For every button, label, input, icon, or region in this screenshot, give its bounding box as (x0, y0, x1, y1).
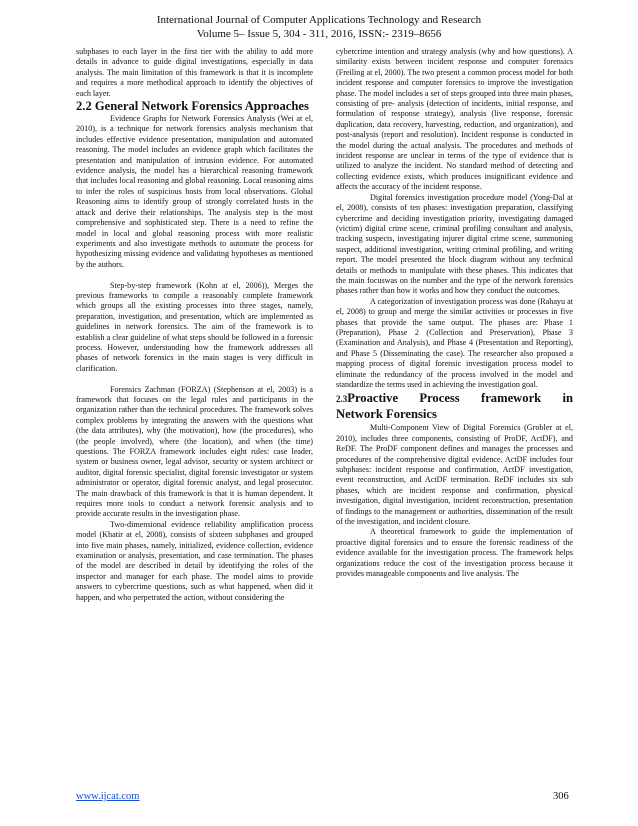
left-column (76, 47, 313, 603)
heading-word: in (562, 391, 573, 406)
paragraph: subphases to each layer in the first tier with the ability to add more details in advance to guide digital investigations, especially in data analysis. The main limitation of this framework is that it is incomplete and requires a more methodical approach to identify the objectives of each layer. (76, 47, 313, 98)
paragraph: A theoretical framework to guide the implementation of proactive digital forensics and to ensure the forensic readiness of the evidence available for the investigation process. The framework helps organizations reduce the cost of the investigation process because it provides manageable components and live analysis. The (336, 527, 573, 579)
journal-url-link[interactable]: www.ijcat.com (76, 791, 140, 802)
paragraph: A categorization of investigation process was done (Rahayu at el, 2008) to group and merge the similar activities or processes in five phases that provide the same output. The phases are: Phase 1 (Preparation), Phase 2 (Collection and Preservation), Phase 3 (Examination and Analysis), and Phase 4 (Presentation and Reporting), and Phase 5 (Disseminating the case). The researcher also proposed a mapping process of digital forensic investigation process model to eliminate the redundancy of the process involved in the model and standardize the terms used in achieving the investigation goal. (336, 296, 573, 389)
paragraph: Forensics Zachman (FORZA) (Stephenson at el, 2003) is a framework that focuses on the legal rules and participants in the organization rather than the technical procedures. The framework solves complex problems by integrating the answers with the questions what (the data attributes), why (the motivation), how (the procedures), who (the people involved), where (the location), and when (the time) questions. The FORZA framework includes eight rules: case leader, system or business owner, legal advisor, security or system architect or auditor, digital forensic specialist, digital forensic investigator or system administrator or operator, digital forensic analyst, and legal prosecutor. The main drawback of this framework is that it is human dependent. It requires more tools to conduct a network forensic analysis and to provide accurate results in the investigation phase. (76, 384, 313, 519)
paragraph: Multi-Component View of Digital Forensics (Grobler at el, 2010), includes three components, consisting of ProDF, ActDF), and ReDF. The ProDF component defines and manages the processes and procedures of the comprehensive digital evidence. ActDF includes four subphases: incident response and confirmation, ActDF investigation, event reconstruction, and ActDF termination. ReDF includes six sub phases, which are incident response and confirmation, physical investigation, digital investigation, incident reconstruction, presentation of findings to the management or authorities, dissemination of the result of the investigation, and incident closure. (336, 423, 573, 527)
paragraph: Evidence Graphs for Network Forensics Analysis (Wei at el, 2010), is a technique for network forensics analysis mechanism that includes effective evidence presentation, manipulation and automated reasoning. The model includes an evidence graph which facilitates the presentation and manipulation of intrusion evidence. For automated evidence analysis, the model has a hierarchical reasoning framework that includes local reasoning and global reasoning. Local reasoning aims to infer the roles of suspicious hosts from local observations. Global Reasoning aims to identify group of strongly correlated hosts in the attack and derive their relationships. The analysis step is the most comprehensive and sophisticated step. There is a need to refine the model in local and global reasoning process with more realistic experiments and also investigate methods to automate the process for hypothesizing missing evidence and validating hypotheses as mentioned by the authors. (76, 114, 313, 269)
paragraph: cybercrime intention and strategy analysis (why and how questions). A similarity exists between incident response and computer forensics (Freiling at el, 2000). The two present a common process model for both incident response and computer forensics to improve the investigation phase. The model includes a set of steps grouped into three main phases, consisting of pre- analysis (detection of incidents, initial response, and formulation of response strategy), analysis (live response, forensic duplication, data recovery, harvesting, reduction, and organization), and post-analysis (report and resolution). Incident response is conducted in the model during the actual analysis. The procedures and methods of incident response are unclear in terms of the type of evidence that is utilized to analyze the incident. No standard method of detecting and collecting evidence exists, which produces insignificant evidence and affects the accuracy of the incident response. (336, 47, 573, 192)
heading-word: Proactive (347, 391, 399, 406)
journal-title: International Journal of Computer Applications Technology and Research (156, 14, 482, 26)
heading-line-2: Network Forensics (336, 407, 437, 422)
right-column (336, 47, 573, 580)
section-number: 2.3 (336, 394, 348, 405)
heading-word: framework (481, 391, 542, 406)
section-heading: 2.2 General Network Forensics Approaches (76, 99, 309, 114)
journal-volume: Volume 5– Issue 5, 304 - 311, 2016, ISSN:- 2319–8656 (196, 27, 442, 40)
section-heading (336, 391, 573, 422)
paragraph: Step-by-step framework (Kohn at el, 2006)), Merges the previous frameworks to compile a reasonably complete framework which groups all the existing processes into three stages, namely, preparation, investigation, and presentation, which are implemented as guidelines in network forensics. The aim of the framework is to establish a clear guideline of what steps should be followed in a forensic process. However, understanding how the framework addresses all phases of network forensics in the main stages is very difficult in clarification. (76, 280, 313, 373)
page-number: 306 (553, 791, 569, 802)
heading-word: Process (419, 391, 460, 406)
paragraph: Digital forensics investigation procedure model (Yong-Dal at el, 2008), consists of ten phases: investigation preparation, classifying cybercrime and deciding investigation priority, investigating damaged (victim) digital crime scene, criminal profiling consultant and analysis, tracking suspects, investigating injurer digital crime scene, summoning suspect, additional investigation, writing criminal profiling, and writing report. The model presented the block diagram without any technical details or methods to manipulate with these phases. This indicates that the main focuswas on the number and the type of the network forensics phases rather than how it works and how they conduct the outcomes. (336, 192, 573, 296)
paragraph: Two-dimensional evidence reliability amplification process model (Khatir at el, 2008), consists of sixteen subphases and grouped into five main phases, namely, initialized, evidence collection, evidence examination or analysis, presentation, and case termination. The phases of the model are described in detail by identifying the roles of the inspector and manager for each phase. The model aims to provide answers to cybercrime questions, such as what happened, when did it happen, and who perpetrated the action, without considering the (76, 519, 313, 602)
journal-header (0, 14, 638, 41)
